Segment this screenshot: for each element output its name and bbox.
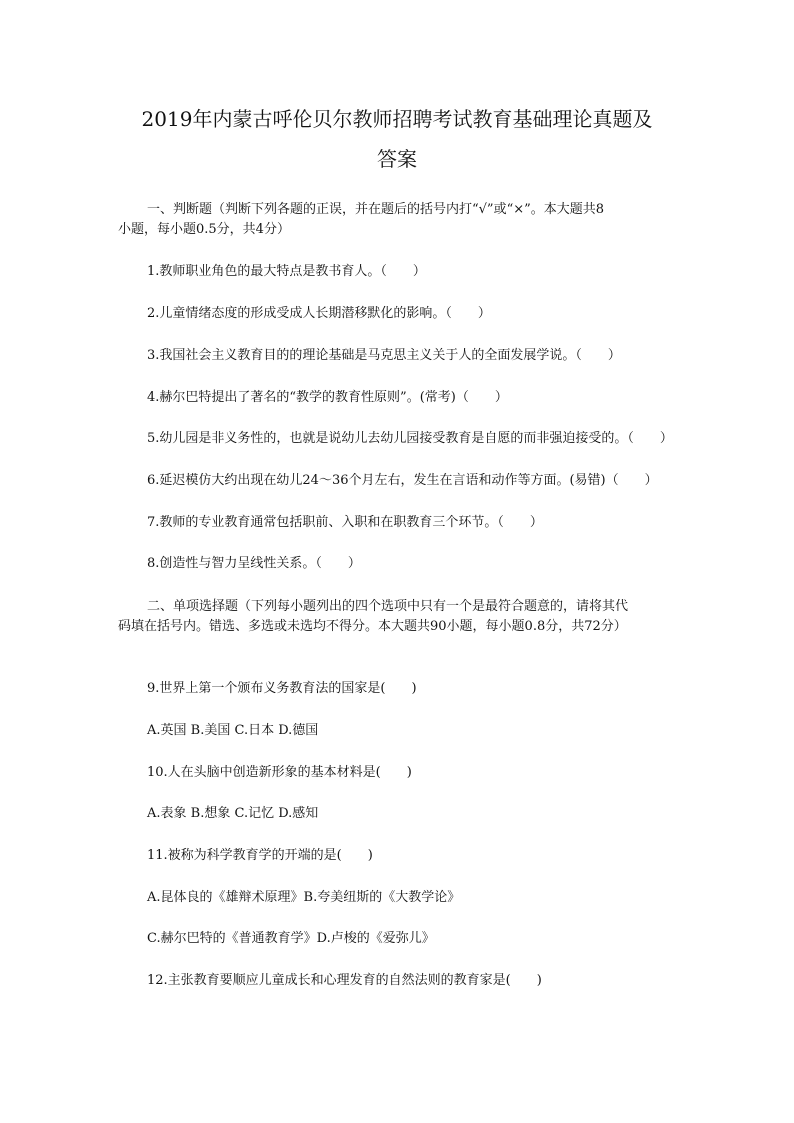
question-8: 8.创造性与智力呈线性关系。（ ） [147, 556, 361, 571]
question-6: 6.延迟模仿大约出现在幼儿24～36个月左右，发生在言语和动作等方面。(易错)（ ） [147, 473, 658, 488]
question-10: 10.人在头脑中创造新形象的基本材料是( ) [147, 765, 412, 780]
question-11-options-cd: C.赫尔巴特的《普通教育学》D.卢梭的《爱弥儿》 [147, 931, 435, 946]
question-10-options: A.表象 B.想象 C.记忆 D.感知 [147, 806, 319, 821]
question-11-options-ab: A.昆体良的《雄辩术原理》B.夸美纽斯的《大教学论》 [147, 890, 461, 905]
question-1: 1.教师职业角色的最大特点是教书育人。（ ） [147, 264, 426, 279]
question-3: 3.我国社会主义教育目的的理论基础是马克思主义关于人的全面发展学说。（ ） [147, 348, 621, 363]
document-title-line2: 答案 [377, 147, 417, 171]
section2-heading: 二、单项选择题（下列每小题列出的四个选项中只有一个是最符合题意的，请将其代 [147, 599, 629, 614]
question-4: 4.赫尔巴特提出了著名的“教学的教育性原则”。(常考)（ ） [147, 390, 508, 405]
section1-heading-cont: 小题，每小题0.5分，共4分） [118, 222, 290, 237]
question-11: 11.被称为科学教育学的开端的是( ) [147, 848, 373, 863]
question-9: 9.世界上第一个颁布义务教育法的国家是( ) [147, 681, 417, 696]
question-9-options: A.英国 B.美国 C.日本 D.德国 [147, 723, 319, 738]
section2-heading-cont: 码填在括号内。错选、多选或未选均不得分。本大题共90小题，每小题0.8分，共72分） [118, 619, 627, 634]
question-7: 7.教师的专业教育通常包括职前、入职和在职教育三个环节。（ ） [147, 515, 543, 530]
question-5: 5.幼儿园是非义务性的，也就是说幼儿去幼儿园接受教育是自愿的而非强迫接受的。（ ） [147, 431, 673, 446]
document-title-line1: 2019年内蒙古呼伦贝尔教师招聘考试教育基础理论真题及 [141, 107, 653, 131]
question-12: 12.主张教育要顺应儿童成长和心理发育的自然法则的教育家是( ) [147, 973, 542, 988]
section1-heading: 一、判断题（判断下列各题的正误，并在题后的括号内打“√”或“×”。本大题共8 [147, 202, 605, 217]
question-2: 2.儿童情绪态度的形成受成人长期潜移默化的影响。（ ） [147, 306, 491, 321]
